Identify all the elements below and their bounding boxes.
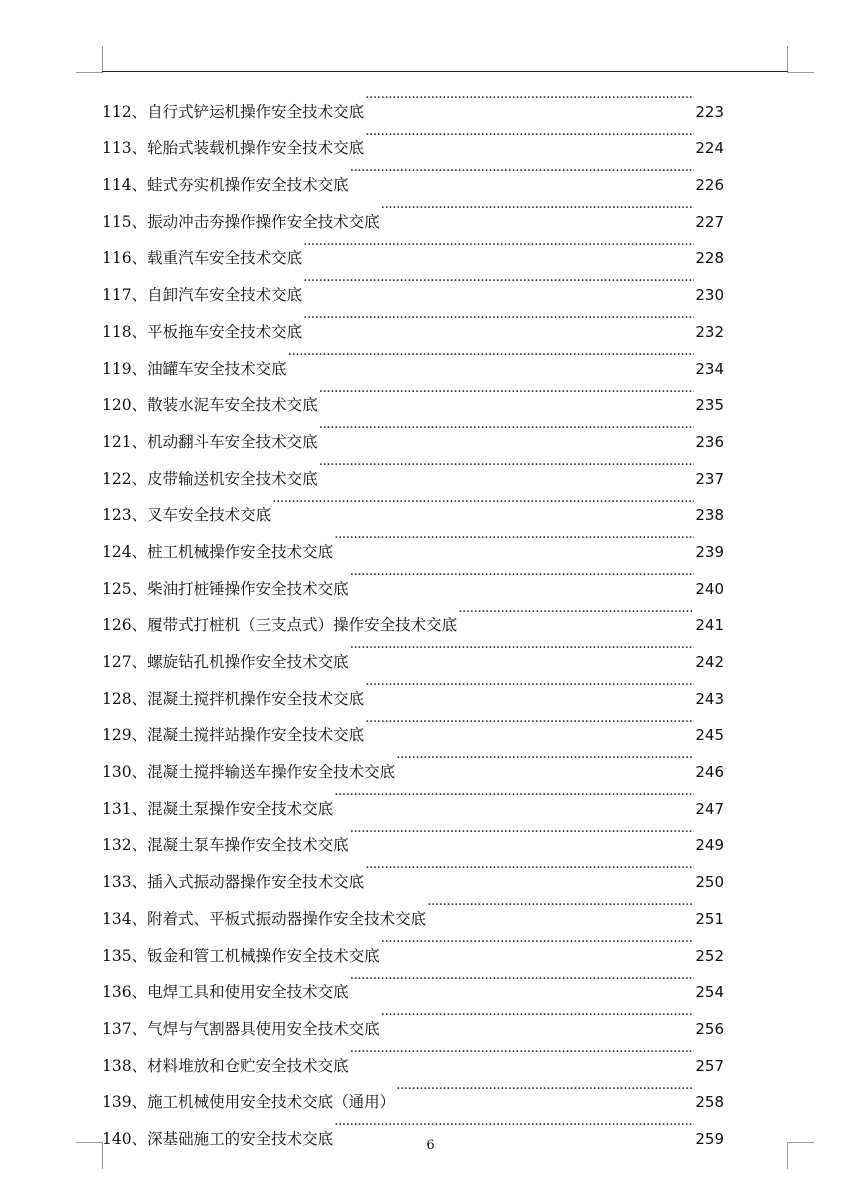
toc-entry-title: 皮带输送机安全技术交底 (147, 469, 318, 488)
toc-entry-title: 载重汽车安全技术交底 (147, 249, 303, 268)
toc-entry-number: 138、 (102, 1056, 148, 1075)
toc-entry-number: 132、 (102, 836, 148, 855)
toc-entry-page: 252 (695, 946, 724, 965)
toc-dot-leader (272, 484, 694, 521)
toc-entry-page: 241 (695, 616, 724, 635)
toc-entry-title: 深基础施工的安全技术交底 (147, 1129, 334, 1148)
toc-dot-leader (365, 667, 694, 704)
toc-entry-number: 118、 (102, 322, 148, 341)
toc-entry-page: 249 (695, 836, 724, 855)
toc-dot-leader (381, 997, 695, 1034)
toc-entry-title: 电焊工具和使用安全技术交底 (147, 983, 349, 1002)
toc-dot-leader (365, 850, 694, 887)
toc-entry-page: 247 (695, 799, 724, 818)
toc-dot-leader (365, 704, 694, 741)
toc-dot-leader (350, 961, 695, 998)
toc-entry-page: 256 (695, 1019, 724, 1038)
toc-entry-page: 259 (695, 1129, 724, 1148)
toc-entry-title: 混凝土搅拌机操作安全技术交底 (147, 689, 365, 708)
toc-entry-title: 混凝土搅拌输送车操作安全技术交底 (147, 763, 396, 782)
toc-entry-title: 钣金和管工机械操作安全技术交底 (147, 946, 380, 965)
toc-dot-leader (350, 557, 695, 594)
toc-dot-leader (427, 887, 694, 924)
toc-entry-page: 223 (695, 102, 724, 121)
toc-entry-number: 139、 (102, 1093, 148, 1112)
toc-dot-leader (365, 117, 694, 154)
toc-entry-page: 242 (695, 653, 724, 671)
toc-entry-number: 115、 (102, 212, 148, 231)
toc-entry-page: 251 (695, 909, 724, 928)
toc-entry-page: 234 (695, 359, 724, 378)
toc-entry-title: 平板拖车安全技术交底 (147, 322, 303, 341)
toc-entry-number: 120、 (102, 396, 148, 415)
toc-entry-number: 125、 (102, 579, 148, 598)
toc-entry-number: 133、 (102, 873, 148, 892)
toc-entry-title: 混凝土泵车操作安全技术交底 (147, 836, 349, 855)
toc-entry-title: 混凝土泵操作安全技术交底 (147, 799, 334, 818)
toc-entry-page: 246 (695, 763, 724, 782)
toc-dot-leader (334, 777, 694, 814)
toc-entry-number: 122、 (102, 469, 148, 488)
toc-entry-number: 130、 (102, 763, 148, 782)
toc-dot-leader (350, 814, 695, 851)
toc-dot-leader (303, 227, 694, 264)
toc-entry-number: 119、 (102, 359, 148, 378)
crop-mark-top-right (787, 46, 814, 73)
crop-mark-top-left (76, 46, 103, 73)
toc-entry-number: 140、 (102, 1129, 148, 1148)
toc-entry-title: 自卸汽车安全技术交底 (147, 286, 303, 305)
toc-entry-number: 126、 (102, 616, 148, 635)
toc-entry-page: 230 (695, 286, 724, 305)
toc-entry-title: 气焊与气割器具使用安全技术交底 (147, 1019, 380, 1038)
toc-entry-number: 114、 (102, 176, 148, 195)
toc-entry-title: 履带式打桩机（三支点式）操作安全技术交底 (147, 616, 458, 635)
toc-entry-page: 258 (695, 1093, 724, 1112)
toc-entry-page: 224 (695, 139, 724, 158)
toc-dot-leader (350, 630, 695, 667)
toc-entry-number: 134、 (102, 909, 148, 928)
toc-entry-number: 135、 (102, 946, 148, 965)
toc-entry-title: 叉车安全技术交底 (147, 506, 272, 525)
toc-entry-number: 116、 (102, 249, 148, 268)
toc-entry-page: 237 (695, 469, 724, 488)
toc-entry-number: 121、 (102, 432, 148, 451)
toc-entry-title: 附着式、平板式振动器操作安全技术交底 (147, 909, 427, 928)
toc-entry-page: 232 (695, 322, 724, 341)
toc-dot-leader (458, 594, 694, 631)
toc-entry-page: 257 (695, 1056, 724, 1075)
toc-dot-leader (381, 924, 695, 961)
toc-entry-number: 124、 (102, 542, 148, 561)
toc-entry-number: 129、 (102, 726, 148, 745)
toc-dot-leader (319, 374, 695, 411)
toc-dot-leader (396, 1071, 694, 1108)
toc-entry-title: 油罐车安全技术交底 (147, 359, 287, 378)
toc-entry-title: 柴油打桩锤操作安全技术交底 (147, 579, 349, 598)
toc-entry-number: 127、 (102, 653, 148, 671)
toc-entry-page: 239 (695, 542, 724, 561)
toc-entry-title: 机动翻斗车安全技术交底 (147, 432, 318, 451)
toc-entry-title: 散装水泥车安全技术交底 (147, 396, 318, 415)
toc-entry-number: 112、 (102, 102, 148, 121)
toc-entry-number: 128、 (102, 689, 148, 708)
toc-entry[interactable] (102, 80, 724, 121)
toc-dot-leader (350, 1034, 695, 1071)
toc-entry-number: 123、 (102, 506, 148, 525)
toc-entry-page: 245 (695, 726, 724, 745)
toc-entry-title: 自行式铲运机操作安全技术交底 (147, 102, 365, 121)
toc-entry-number: 136、 (102, 983, 148, 1002)
toc-entry-title: 插入式振动器操作安全技术交底 (147, 873, 365, 892)
table-of-contents (102, 80, 724, 1148)
toc-dot-leader (303, 300, 694, 337)
toc-entry-title: 桩工机械操作安全技术交底 (147, 542, 334, 561)
toc-entry-page: 240 (695, 579, 724, 598)
toc-entry-page: 236 (695, 432, 724, 451)
toc-entry-number: 113、 (102, 139, 148, 158)
toc-entry-page: 228 (695, 249, 724, 268)
toc-dot-leader (350, 153, 695, 190)
toc-dot-leader (381, 190, 695, 227)
toc-dot-leader (365, 80, 694, 117)
toc-entry-number: 137、 (102, 1019, 148, 1038)
toc-dot-leader (319, 410, 695, 447)
toc-dot-leader (319, 447, 695, 484)
toc-entry-page: 254 (695, 983, 724, 1002)
toc-entry-title: 振动冲击夯操作操作安全技术交底 (147, 212, 380, 231)
toc-entry-page: 250 (695, 873, 724, 892)
toc-entry-page: 243 (695, 689, 724, 708)
toc-dot-leader (288, 337, 695, 374)
toc-entry-title: 混凝土搅拌站操作安全技术交底 (147, 726, 365, 745)
toc-entry-title: 轮胎式装载机操作安全技术交底 (147, 139, 365, 158)
toc-entry-title: 螺旋钻孔机操作安全技术交底 (147, 653, 349, 671)
footer-page-number: 6 (426, 1138, 435, 1153)
toc-entry-number: 131、 (102, 799, 148, 818)
toc-dot-leader (334, 520, 694, 557)
toc-entry-number: 117、 (102, 286, 148, 305)
toc-entry-page: 226 (695, 176, 724, 195)
toc-entry-page: 227 (695, 212, 724, 231)
header-rule (102, 71, 788, 72)
toc-entry-title: 材料堆放和仓贮安全技术交底 (147, 1056, 349, 1075)
toc-entry-page: 238 (695, 506, 724, 525)
toc-entry-title: 施工机械使用安全技术交底（通用） (147, 1093, 396, 1112)
toc-dot-leader (303, 263, 694, 300)
toc-entry-title: 蛙式夯实机操作安全技术交底 (147, 176, 349, 195)
toc-dot-leader (396, 740, 694, 777)
toc-entry-page: 235 (695, 396, 724, 415)
